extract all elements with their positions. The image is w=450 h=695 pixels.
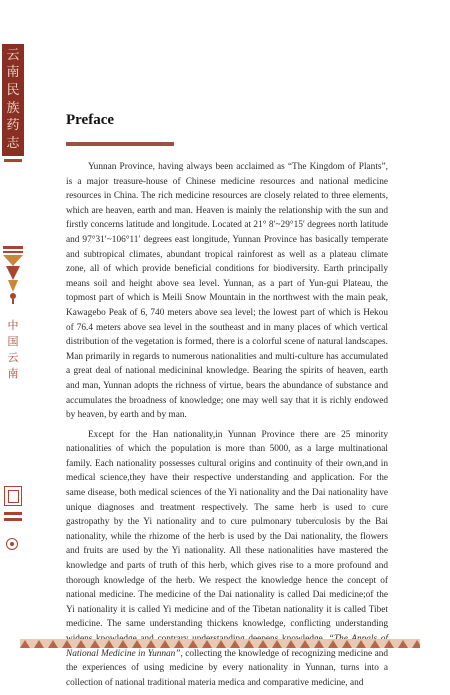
subtitle-char: 南 xyxy=(7,367,19,380)
divider-bar xyxy=(4,512,22,515)
subtitle-char: 中 xyxy=(7,319,19,332)
title-char: 志 xyxy=(6,136,20,152)
divider-bar xyxy=(4,159,22,162)
circle-ornament-icon xyxy=(6,538,18,550)
vertical-series-title xyxy=(2,44,24,156)
left-decorative-strip xyxy=(0,0,26,657)
divider-bar xyxy=(4,518,22,521)
paragraph: Except for the Han nationality,in Yunnan Province there are 25 minority nationalities of which the population is more than 5000, as a large multinational family. Each nationality possesses cultural origins and continuity of their own,and in medical science,they have their respective understanding and application. For the same disease, both medical sciences of the Yi nationality and the Dai nationality have unique diagnoses and treatment respectively. The same herb is used to cure gastropathy by the Yi nationality and to cure pulmonary tuberculosis by the Bai nationality, while the rhizome of the herb is used by the Dai nationality, the flowers and fruits are used by the Yi nationality. All these nationalities have mastered the knowledge and parts of truth of this herb, which gives rise to a more profound and thorough knowledge of the herb. We respect the knowledge hence the concept of national medicine. The medicine of the Dai nationality is called Dai medicine;of the Yi nationality it is called Yi medicine and of the Tibetan nationality it is called Tibet medicine. The same understanding thickens knowledge, conflicting understanding National Medicine in Yunnan”, collecting the knowledge of recognizing medicine and the experiences of using medicine by every nationality in Yunnan, turns into a collection of national traditional materia medica and comparative medicine, and xyxy=(66,429,388,688)
title-char: 云 xyxy=(6,47,20,63)
vertical-subtitle xyxy=(4,318,22,382)
bottom-ornament-band xyxy=(20,639,420,648)
subtitle-char: 云 xyxy=(7,351,19,364)
seal-stamp xyxy=(4,486,22,506)
title-char: 药 xyxy=(6,118,20,134)
ornament-icon xyxy=(2,246,24,304)
paragraph: Yunnan Province, having always been acclaimed as “The Kingdom of Plants”, is a major treasure-house of Chinese medicine resources and national medicine resources in China. The rich medicine resources are closely related to three elements, which are heaven, earth and man. Heaven is mainly the relationship with the sun and firstly concerns latitude and longitude. Located at 21° 8′~29°15′ degrees north latitude and 97°31′~106°11′ degrees east longitude, Yunnan Province has basically temperate and subtropical climates, abundant tropical rainforest as well as a plateau climate zone, all of which provide beneficial conditions for biodiversity. Earth principally means soil and height above sea level. Yunnan, as a part of Yun-gui Plateau, the topmost part of which is Meili Snow Mountain in the northwest with the main peak, Kawagebo Peak of 6, 740 meters above sea level; the lowest part of which is Hekou of 76.4 meters above sea level in the southeast and in many places of which vertical distribution of the vegetation is formed, there is a colorful scene of natural landscapes. Man primarily in regards to numerous nationalities and multi-culture has accumulated a great deal of national medicininal knowledge. Bearing the spirits of heaven, earth and man, Yunnan adopts the richness of virtue, bears the abundance of substance and accumulates the broadness of knowledge; one may well say that it is richly endowed by heaven, by earth and by man. xyxy=(66,162,388,421)
page-title: Preface xyxy=(66,112,115,128)
title-underline xyxy=(66,142,174,146)
subtitle-char: 国 xyxy=(7,335,19,348)
title-char: 族 xyxy=(6,100,20,116)
body-text xyxy=(66,160,388,695)
book-title: National Medicine in Yunnan”, xyxy=(66,648,183,659)
title-char: 民 xyxy=(6,83,20,99)
title-char: 南 xyxy=(6,65,20,81)
